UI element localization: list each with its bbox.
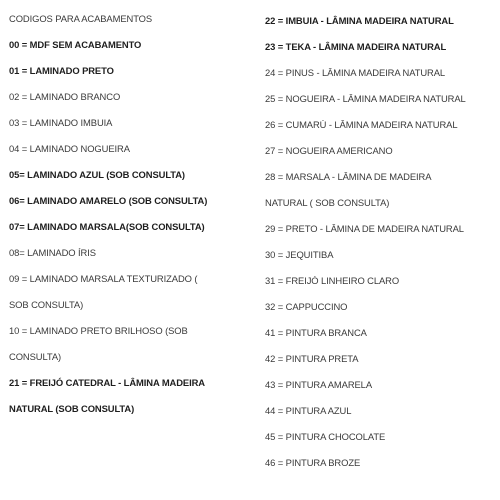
finish-code-line-continued: NATURAL (SOB CONSULTA) <box>9 404 135 415</box>
finish-code-line: 22 = IMBUIA - LÂMINA MADEIRA NATURAL <box>265 16 454 27</box>
finish-code-line: 29 = PRETO - LÂMINA DE MADEIRA NATURAL <box>265 224 464 235</box>
finish-code-line: 06= LAMINADO AMARELO (SOB CONSULTA) <box>9 196 208 207</box>
finish-code-line: 05= LAMINADO AZUL (SOB CONSULTA) <box>9 170 185 181</box>
finish-code-line: 27 = NOGUEIRA AMERICANO <box>265 146 393 157</box>
finish-code-line: 25 = NOGUEIRA - LÂMINA MADEIRA NATURAL <box>265 94 466 105</box>
finish-code-line: 44 = PINTURA AZUL <box>265 406 352 417</box>
finish-code-line: 02 = LAMINADO BRANCO <box>9 92 121 103</box>
finish-code-line: 26 = CUMARÚ - LÂMINA MADEIRA NATURAL <box>265 120 458 131</box>
finish-code-line: 46 = PINTURA BROZE <box>265 458 361 469</box>
finish-code-line: 07= LAMINADO MARSALA(SOB CONSULTA) <box>9 222 205 233</box>
finish-code-line: 21 = FREIJÓ CATEDRAL - LÂMINA MADEIRA <box>9 378 206 389</box>
document-title: CODIGOS PARA ACABAMENTOS <box>9 14 153 25</box>
finish-code-line: 28 = MARSALA - LÂMINA DE MADEIRA <box>265 172 432 183</box>
finish-code-line-continued: NATURAL ( SOB CONSULTA) <box>265 198 390 209</box>
finish-code-line: 03 = LAMINADO IMBUIA <box>9 118 113 129</box>
finish-code-line: 23 = TEKA - LÂMINA MADEIRA NATURAL <box>265 42 447 53</box>
finish-code-line: 41 = PINTURA BRANCA <box>265 328 367 339</box>
finish-code-line: 32 = CAPPUCCINO <box>265 302 348 313</box>
finish-code-line: 01 = LAMINADO PRETO <box>9 66 114 77</box>
finish-code-line: 43 = PINTURA AMARELA <box>265 380 372 391</box>
finish-code-line: 42 = PINTURA PRETA <box>265 354 359 365</box>
finish-code-line: 00 = MDF SEM ACABAMENTO <box>9 40 142 51</box>
finish-code-line: 04 = LAMINADO NOGUEIRA <box>9 144 130 155</box>
finish-code-line: 08= LAMINADO ÍRIS <box>9 248 96 259</box>
finish-code-line: 31 = FREIJÓ LINHEIRO CLARO <box>265 276 400 287</box>
finish-code-line-continued: SOB CONSULTA) <box>9 300 84 311</box>
finish-code-line: 45 = PINTURA CHOCOLATE <box>265 432 386 443</box>
finish-code-line-continued: CONSULTA) <box>9 352 62 363</box>
finish-code-line: 24 = PINUS - LÂMINA MADEIRA NATURAL <box>265 68 446 79</box>
finish-code-line: 10 = LAMINADO PRETO BRILHOSO (SOB <box>9 326 188 337</box>
finish-code-line: 30 = JEQUITIBA <box>265 250 334 261</box>
finish-code-line: 09 = LAMINADO MARSALA TEXTURIZADO ( <box>9 274 198 285</box>
